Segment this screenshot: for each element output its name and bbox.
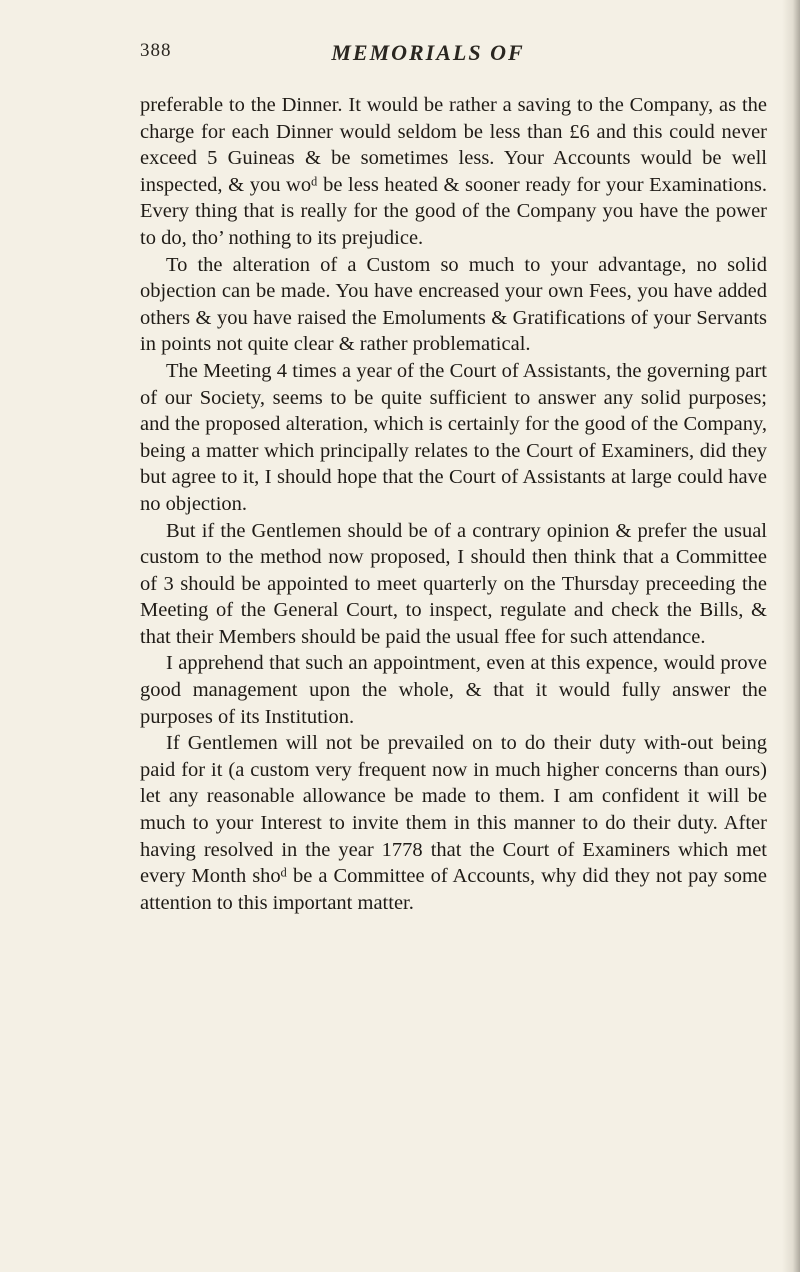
paragraph-4: But if the Gentlemen should be of a contrary opinion & prefer the usual custom to the method now proposed, I should then think that a Committee of 3 should be appointed to meet quarterly on the Thursday preceeding the Meeting of the General Court, to inspect, regulate and check the Bills, & that their Members should be paid the usual ffee for such attendance. bbox=[140, 519, 767, 648]
paragraph-6: If Gentlemen will not be prevailed on to do their duty with-out being paid for it (a custom very frequent now in much higher concerns than ours) let any reasonable allowance be made to them. I am confident it will be much to your Interest to invite them in this manner to do their duty. After having resolved in the year 1778 that the Court of Examiners which met every Month shoᵈ be a Committee of Accounts, why did they not pay some attention to this important matter. bbox=[140, 732, 767, 914]
paragraph-1: preferable to the Dinner. It would be rather a saving to the Company, as the charge for each Dinner would seldom be less than £6 and this could never exceed 5 Guineas & be sometimes less. Your Accounts would be well inspected, & you woᵈ be less heated & sooner ready for your Examinations. Every thing that is really for the good of the Company you have the power to do, tho’ nothing to its prejudice. bbox=[140, 94, 767, 249]
paragraph-2: To the alteration of a Custom so much to your advantage, no solid objection can be made. You have encreased your own Fees, you have added others & you have raised the Emoluments & Gratifications of your Servants in points not quite clear & rather problematical. bbox=[140, 253, 767, 356]
page-edge-shadow bbox=[782, 0, 800, 1272]
paragraph-5: I apprehend that such an appointment, even at this expence, would prove good management upon the whole, & that it would fully answer the purposes of its Institution. bbox=[140, 652, 767, 728]
body-text bbox=[140, 92, 767, 916]
page-header bbox=[140, 40, 652, 66]
page-number: 388 bbox=[140, 40, 172, 61]
running-title: MEMORIALS OF bbox=[331, 40, 525, 65]
paragraph-3: The Meeting 4 times a year of the Court of Assistants, the governing part of our Society, seems to be quite sufficient to answer any solid purposes; and the proposed alteration, which is certainly for the good of the Company, being a matter which principally relates to the Court of Examiners, did they but agree to it, I should hope that the Court of Assistants at large could have no objection. bbox=[140, 359, 767, 515]
